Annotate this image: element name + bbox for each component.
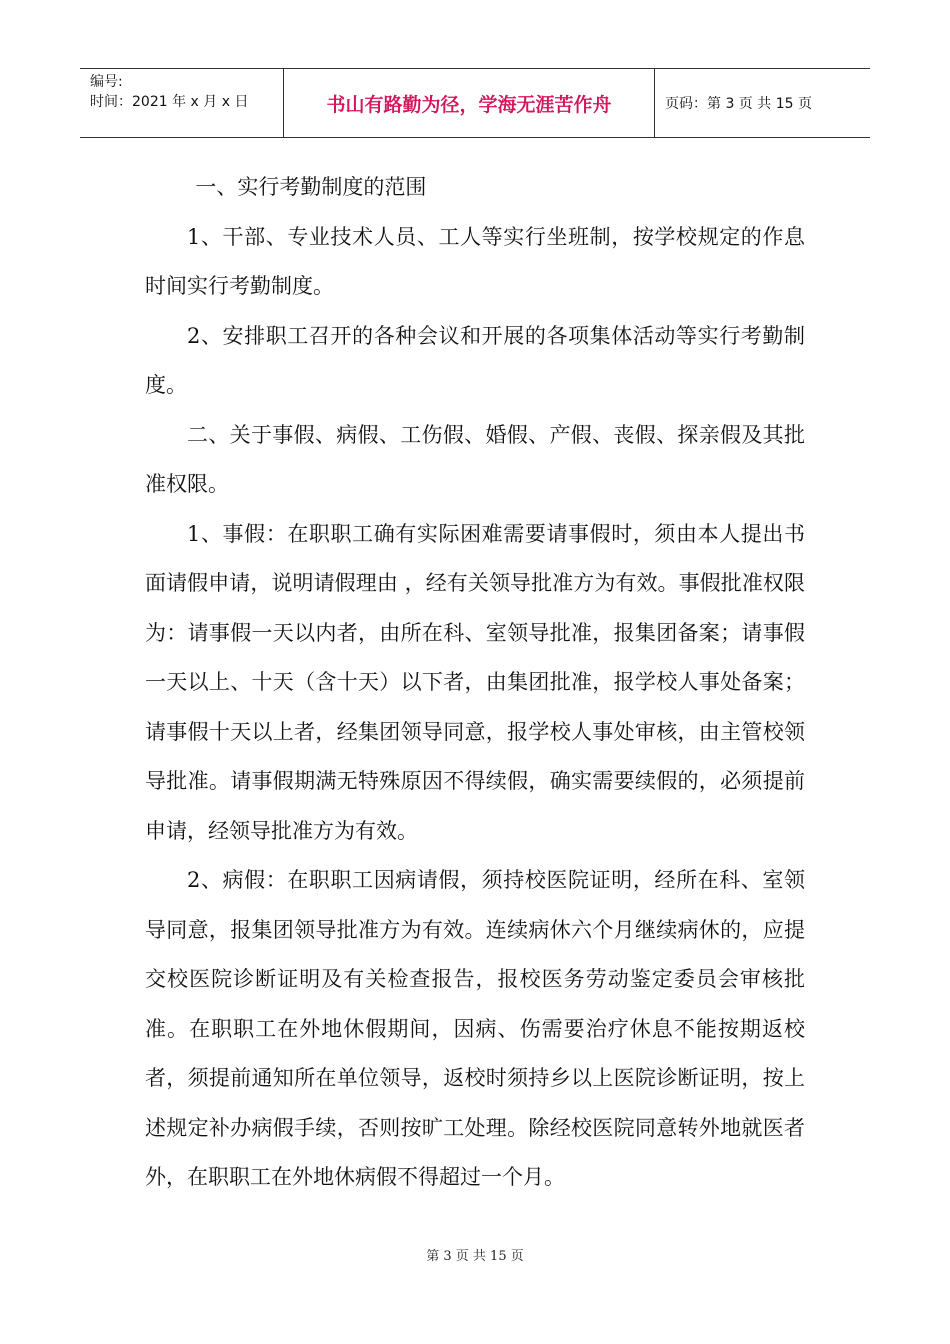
page-footer: 第 3 页 共 15 页	[426, 1249, 524, 1264]
header-page-code: 页码：第 3 页 共 15 页	[665, 96, 812, 112]
paragraph-personal-leave: 1、事假：在职职工确有实际困难需要请事假时，须由本人提出书面请假申请，说明请假理由 ，经有关领导批准方为有效。事假批准权限为：请事假一天以内者，由所在科、室领导批准，报集团备案；请事假一天以上、十天（含十天）以下者，由集团批准，报学校人事处备案；请事假十天以上者，经集团领导同意，报学校人事处审核，由主管校领导批准。请事假期满无特殊原因不得续假，确实需要续假的，必须提前申请，经领导批准方为有效。	[145, 521, 805, 843]
page-header	[80, 68, 870, 138]
header-motto: 书山有路勤为径，学海无涯苦作舟	[283, 69, 655, 137]
document-body	[145, 163, 805, 1203]
document-number-label: 编号:	[90, 74, 123, 90]
paragraph-sick-leave: 2、病假：在职职工因病请假，须持校医院证明，经所在科、室领导同意，报集团领导批准方为有效。连续病休六个月继续病休的，应提交校医院诊断证明及有关检查报告，报校医务劳动鉴定委员会审核批准。在职职工在外地休假期间，因病、伤需要治疗休息不能按期返校者，须提前通知所在单位领导，返校时须持乡以上医院诊断证明，按上述规定补办病假手续，否则按旷工处理。除经校医院同意转外地就医者外，在职职工在外地休病假不得超过一个月。	[145, 868, 805, 1189]
header-meta	[80, 69, 283, 137]
document-date: 时间：2021 年 x 月 x 日	[90, 94, 249, 110]
paragraph-scope-2: 2、安排职工召开的各种会议和开展的各项集体活动等实行考勤制度。	[145, 323, 805, 397]
section-heading-scope: 一、实行考勤制度的范围	[195, 175, 427, 199]
paragraph-scope-1: 1、干部、专业技术人员、工人等实行坐班制，按学校规定的作息时间实行考勤制度。	[145, 224, 805, 298]
section-heading-leave: 二、关于事假、病假、工伤假、婚假、产假、丧假、探亲假及其批准权限。	[145, 422, 805, 496]
